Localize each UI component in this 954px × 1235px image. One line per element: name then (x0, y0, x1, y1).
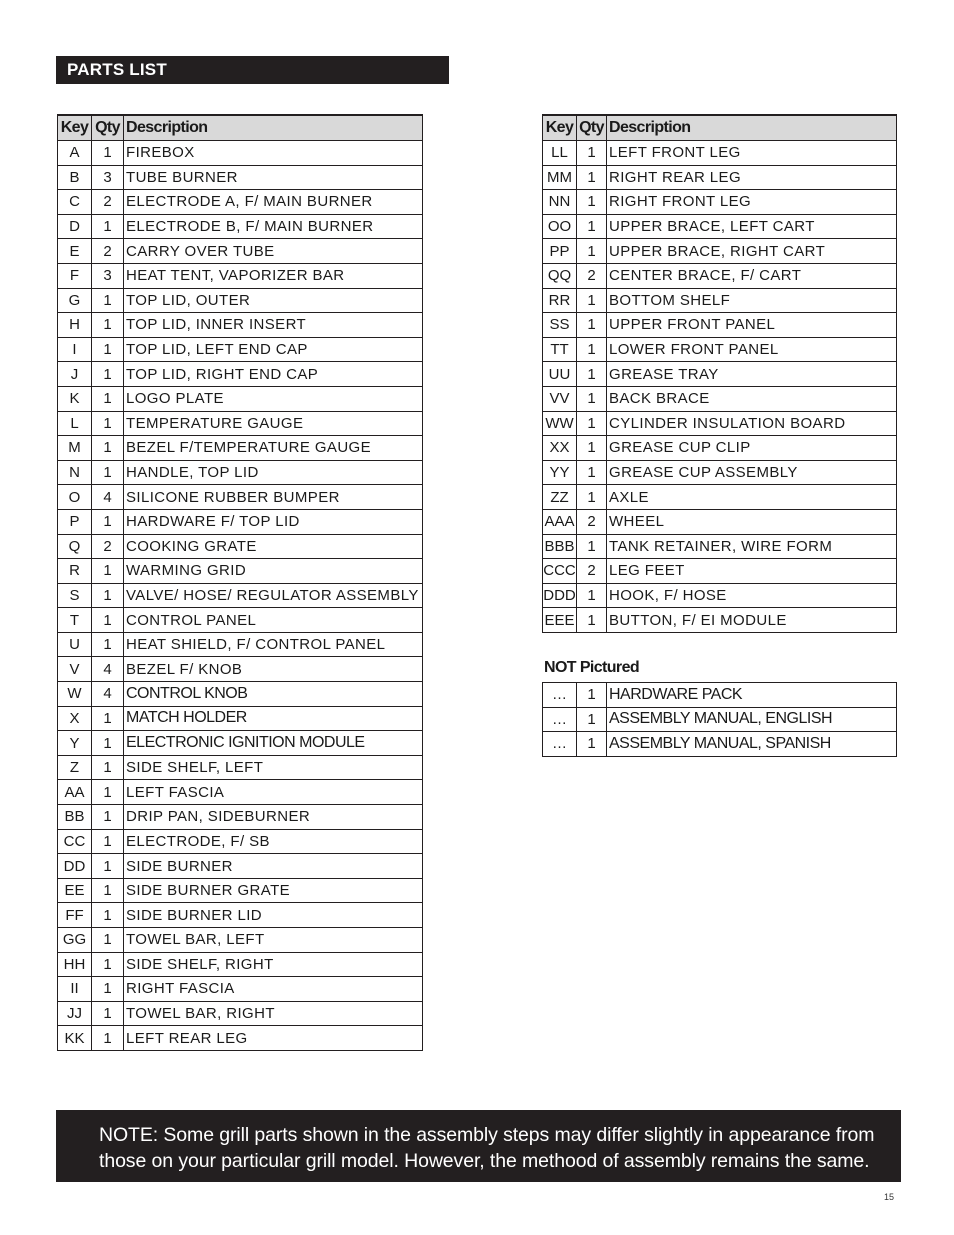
parts-table-right (542, 114, 897, 633)
part-key: AA (58, 780, 92, 805)
part-description: TOWEL BAR, LEFT (124, 928, 423, 953)
part-description: BOTTOM SHELF (607, 288, 897, 313)
part-description: ELECTRONIC IGNITION MODULE (124, 731, 423, 756)
part-qty: 3 (92, 263, 124, 288)
part-key: … (543, 732, 577, 757)
part-description: TOP LID, INNER INSERT (124, 313, 423, 338)
part-qty: 1 (577, 239, 607, 264)
part-key: O (58, 485, 92, 510)
part-qty: 2 (577, 559, 607, 584)
part-qty: 1 (92, 1026, 124, 1051)
part-qty: 1 (92, 805, 124, 830)
part-description: ELECTRODE A, F/ MAIN BURNER (124, 190, 423, 215)
part-description: RIGHT FRONT LEG (607, 190, 897, 215)
table-row (58, 263, 423, 288)
part-qty: 2 (92, 239, 124, 264)
table-row (543, 583, 897, 608)
part-key: H (58, 313, 92, 338)
table-row (543, 288, 897, 313)
table-row (58, 780, 423, 805)
part-qty: 1 (577, 583, 607, 608)
part-description: COOKING GRATE (124, 534, 423, 559)
part-key: EE (58, 878, 92, 903)
part-description: UPPER FRONT PANEL (607, 313, 897, 338)
part-key: P (58, 509, 92, 534)
table-row (58, 1001, 423, 1026)
header-description: Description (607, 115, 897, 141)
part-qty: 1 (577, 485, 607, 510)
part-key: OO (543, 214, 577, 239)
part-qty: 2 (92, 190, 124, 215)
part-key: FF (58, 903, 92, 928)
table-header-row (58, 115, 423, 141)
table-row (58, 952, 423, 977)
part-key: R (58, 559, 92, 584)
header-description: Description (124, 115, 423, 141)
part-description: LOGO PLATE (124, 386, 423, 411)
part-key: VV (543, 386, 577, 411)
part-key: JJ (58, 1001, 92, 1026)
table-row (543, 165, 897, 190)
part-qty: 1 (92, 854, 124, 879)
part-qty: 1 (92, 608, 124, 633)
part-description: SILICONE RUBBER BUMPER (124, 485, 423, 510)
part-description: ELECTRODE B, F/ MAIN BURNER (124, 214, 423, 239)
part-key: HH (58, 952, 92, 977)
part-qty: 1 (577, 460, 607, 485)
table-row (543, 509, 897, 534)
part-key: K (58, 386, 92, 411)
table-row (58, 436, 423, 461)
part-key: E (58, 239, 92, 264)
part-description: ASSEMBLY MANUAL, ENGLISH (607, 707, 897, 732)
part-key: D (58, 214, 92, 239)
part-qty: 1 (92, 1001, 124, 1026)
header-key: Key (58, 115, 92, 141)
part-description: CYLINDER INSULATION BOARD (607, 411, 897, 436)
part-qty: 1 (92, 411, 124, 436)
part-key: U (58, 632, 92, 657)
part-description: AXLE (607, 485, 897, 510)
table-row (58, 878, 423, 903)
table-row (58, 903, 423, 928)
table-row (543, 386, 897, 411)
part-key: DDD (543, 583, 577, 608)
part-key: RR (543, 288, 577, 313)
part-qty: 4 (92, 657, 124, 682)
part-qty: 1 (577, 386, 607, 411)
part-key: J (58, 362, 92, 387)
part-description: GREASE TRAY (607, 362, 897, 387)
table-row (543, 313, 897, 338)
part-key: UU (543, 362, 577, 387)
part-description: LOWER FRONT PANEL (607, 337, 897, 362)
part-description: CENTER BRACE, F/ CART (607, 263, 897, 288)
part-key: DD (58, 854, 92, 879)
part-description: GREASE CUP ASSEMBLY (607, 460, 897, 485)
part-qty: 1 (92, 977, 124, 1002)
table-row (58, 190, 423, 215)
part-description: LEFT REAR LEG (124, 1026, 423, 1051)
table-row (58, 657, 423, 682)
table-row (58, 337, 423, 362)
table-row (543, 190, 897, 215)
page-number: 15 (884, 1192, 895, 1202)
part-qty: 1 (92, 362, 124, 387)
part-key: EEE (543, 608, 577, 633)
part-description: TEMPERATURE GAUGE (124, 411, 423, 436)
table-row (58, 214, 423, 239)
part-description: TOP LID, LEFT END CAP (124, 337, 423, 362)
note-line-1: NOTE: Some grill parts shown in the assembly steps may differ slightly in appearance from (99, 1124, 875, 1146)
part-qty: 1 (92, 460, 124, 485)
part-description: FIREBOX (124, 141, 423, 166)
part-qty: 1 (577, 141, 607, 166)
part-key: X (58, 706, 92, 731)
parts-table-left (57, 114, 423, 1051)
part-qty: 1 (92, 337, 124, 362)
table-row (58, 755, 423, 780)
part-qty: 2 (577, 509, 607, 534)
part-description: HEAT TENT, VAPORIZER BAR (124, 263, 423, 288)
header-qty: Qty (92, 115, 124, 141)
table-row (58, 854, 423, 879)
part-key: N (58, 460, 92, 485)
part-key: LL (543, 141, 577, 166)
table-row (58, 1026, 423, 1051)
part-qty: 1 (92, 952, 124, 977)
part-description: TANK RETAINER, WIRE FORM (607, 534, 897, 559)
part-description: RIGHT REAR LEG (607, 165, 897, 190)
part-key: WW (543, 411, 577, 436)
table-row (58, 731, 423, 756)
table-row (543, 485, 897, 510)
part-qty: 1 (577, 288, 607, 313)
table-row (58, 141, 423, 166)
part-qty: 1 (577, 411, 607, 436)
part-key: W (58, 682, 92, 707)
table-row (58, 559, 423, 584)
table-row (543, 239, 897, 264)
table-row (58, 682, 423, 707)
part-key: KK (58, 1026, 92, 1051)
part-qty: 1 (577, 214, 607, 239)
part-description: UPPER BRACE, RIGHT CART (607, 239, 897, 264)
part-description: BEZEL F/TEMPERATURE GAUGE (124, 436, 423, 461)
not-pictured-table (542, 682, 897, 757)
table-row (58, 608, 423, 633)
part-key: II (58, 977, 92, 1002)
part-description: CARRY OVER TUBE (124, 239, 423, 264)
part-description: BUTTON, F/ EI MODULE (607, 608, 897, 633)
part-qty: 1 (577, 608, 607, 633)
part-qty: 1 (577, 313, 607, 338)
section-title-parts-list: PARTS LIST (56, 56, 449, 84)
part-key: BBB (543, 534, 577, 559)
part-key: B (58, 165, 92, 190)
part-description: SIDE BURNER (124, 854, 423, 879)
table-row (543, 337, 897, 362)
part-key: … (543, 683, 577, 708)
part-qty: 1 (577, 190, 607, 215)
table-row (58, 165, 423, 190)
part-key: YY (543, 460, 577, 485)
part-qty: 1 (92, 559, 124, 584)
part-key: BB (58, 805, 92, 830)
part-key: G (58, 288, 92, 313)
table-row (58, 485, 423, 510)
part-description: TUBE BURNER (124, 165, 423, 190)
header-key: Key (543, 115, 577, 141)
part-description: DRIP PAN, SIDEBURNER (124, 805, 423, 830)
table-row (543, 559, 897, 584)
table-row (543, 214, 897, 239)
part-qty: 1 (92, 583, 124, 608)
header-qty: Qty (577, 115, 607, 141)
part-qty: 1 (92, 755, 124, 780)
table-row (543, 608, 897, 633)
table-row (58, 288, 423, 313)
part-description: CONTROL PANEL (124, 608, 423, 633)
table-row (543, 732, 897, 757)
part-qty: 1 (92, 829, 124, 854)
table-row (58, 977, 423, 1002)
part-description: BACK BRACE (607, 386, 897, 411)
part-key: M (58, 436, 92, 461)
part-key: F (58, 263, 92, 288)
part-qty: 3 (92, 165, 124, 190)
not-pictured-title: NOT Pictured (544, 659, 640, 676)
part-key: NN (543, 190, 577, 215)
part-key: ZZ (543, 485, 577, 510)
part-key: MM (543, 165, 577, 190)
part-qty: 1 (92, 632, 124, 657)
part-qty: 1 (577, 362, 607, 387)
part-description: HARDWARE F/ TOP LID (124, 509, 423, 534)
table-row (58, 583, 423, 608)
part-description: GREASE CUP CLIP (607, 436, 897, 461)
part-key: GG (58, 928, 92, 953)
part-description: SIDE SHELF, LEFT (124, 755, 423, 780)
part-description: ASSEMBLY MANUAL, SPANISH (607, 732, 897, 757)
part-qty: 2 (577, 263, 607, 288)
part-description: LEFT FASCIA (124, 780, 423, 805)
table-row (58, 805, 423, 830)
table-row (58, 313, 423, 338)
part-description: BEZEL F/ KNOB (124, 657, 423, 682)
part-description: HANDLE, TOP LID (124, 460, 423, 485)
part-qty: 1 (92, 706, 124, 731)
part-qty: 1 (92, 509, 124, 534)
table-row (58, 386, 423, 411)
part-qty: 1 (92, 878, 124, 903)
part-description: WARMING GRID (124, 559, 423, 584)
part-description: TOP LID, OUTER (124, 288, 423, 313)
part-qty: 1 (92, 731, 124, 756)
table-row (543, 460, 897, 485)
part-qty: 1 (577, 732, 607, 757)
part-description: VALVE/ HOSE/ REGULATOR ASSEMBLY (124, 583, 423, 608)
part-qty: 2 (92, 534, 124, 559)
part-qty: 1 (92, 288, 124, 313)
part-key: CC (58, 829, 92, 854)
part-description: HEAT SHIELD, F/ CONTROL PANEL (124, 632, 423, 657)
table-row (543, 263, 897, 288)
part-description: ELECTRODE, F/ SB (124, 829, 423, 854)
table-row (543, 534, 897, 559)
part-key: XX (543, 436, 577, 461)
part-qty: 1 (92, 903, 124, 928)
part-key: C (58, 190, 92, 215)
table-row (58, 928, 423, 953)
part-description: HOOK, F/ HOSE (607, 583, 897, 608)
part-description: CONTROL KNOB (124, 682, 423, 707)
part-qty: 1 (577, 337, 607, 362)
part-key: V (58, 657, 92, 682)
part-description: TOP LID, RIGHT END CAP (124, 362, 423, 387)
part-key: Y (58, 731, 92, 756)
part-key: Q (58, 534, 92, 559)
part-qty: 1 (92, 780, 124, 805)
table-row (543, 141, 897, 166)
part-qty: 1 (92, 141, 124, 166)
table-row (58, 239, 423, 264)
part-key: QQ (543, 263, 577, 288)
table-row (58, 706, 423, 731)
part-description: MATCH HOLDER (124, 706, 423, 731)
assembly-note (56, 1110, 901, 1182)
part-description: SIDE BURNER LID (124, 903, 423, 928)
part-qty: 1 (92, 436, 124, 461)
table-row (543, 707, 897, 732)
part-key: PP (543, 239, 577, 264)
table-row (58, 509, 423, 534)
table-row (58, 460, 423, 485)
note-line-2: those on your particular grill model. However, the methood of assembly remains the same. (99, 1150, 870, 1172)
table-row (58, 632, 423, 657)
part-qty: 1 (92, 928, 124, 953)
part-qty: 4 (92, 682, 124, 707)
part-qty: 1 (92, 313, 124, 338)
part-description: HARDWARE PACK (607, 683, 897, 708)
table-row (58, 534, 423, 559)
table-header-row (543, 115, 897, 141)
part-key: CCC (543, 559, 577, 584)
part-description: SIDE BURNER GRATE (124, 878, 423, 903)
part-qty: 1 (577, 436, 607, 461)
part-key: TT (543, 337, 577, 362)
table-row (58, 411, 423, 436)
part-qty: 4 (92, 485, 124, 510)
part-qty: 1 (577, 165, 607, 190)
part-qty: 1 (577, 683, 607, 708)
part-key: S (58, 583, 92, 608)
table-row (58, 829, 423, 854)
table-row (543, 411, 897, 436)
part-key: SS (543, 313, 577, 338)
table-row (543, 436, 897, 461)
table-row (543, 683, 897, 708)
part-description: LEG FEET (607, 559, 897, 584)
part-qty: 1 (577, 534, 607, 559)
part-key: A (58, 141, 92, 166)
table-row (58, 362, 423, 387)
part-description: TOWEL BAR, RIGHT (124, 1001, 423, 1026)
part-description: WHEEL (607, 509, 897, 534)
part-key: AAA (543, 509, 577, 534)
table-row (543, 362, 897, 387)
part-key: I (58, 337, 92, 362)
part-description: UPPER BRACE, LEFT CART (607, 214, 897, 239)
part-key: … (543, 707, 577, 732)
part-description: RIGHT FASCIA (124, 977, 423, 1002)
part-description: LEFT FRONT LEG (607, 141, 897, 166)
part-qty: 1 (92, 214, 124, 239)
part-description: SIDE SHELF, RIGHT (124, 952, 423, 977)
part-qty: 1 (577, 707, 607, 732)
part-key: L (58, 411, 92, 436)
part-key: Z (58, 755, 92, 780)
part-key: T (58, 608, 92, 633)
part-qty: 1 (92, 386, 124, 411)
